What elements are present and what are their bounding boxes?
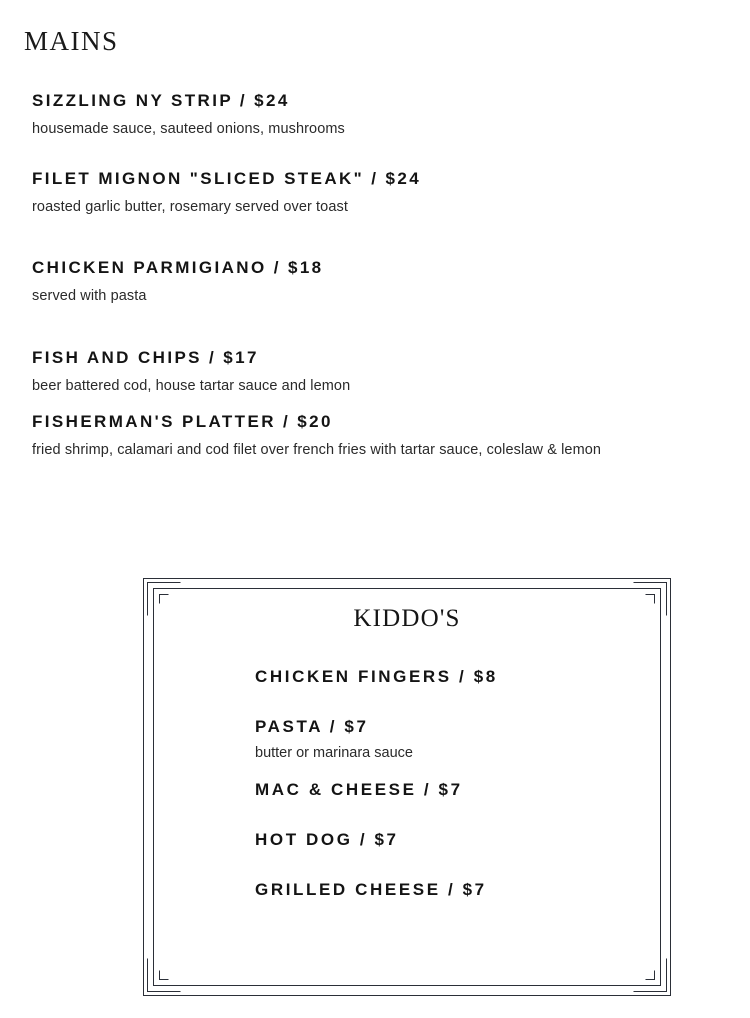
- main-dish-item-name: FISH AND CHIPS / $17: [32, 347, 259, 367]
- kiddos-item: [255, 666, 641, 688]
- kiddos-panel: [143, 578, 671, 996]
- greek-key-corner-icon: [633, 958, 667, 992]
- main-dish-item-name: SIZZLING NY STRIP / $24: [32, 91, 290, 110]
- kiddos-item-name: GRILLED CHEESE / $7: [255, 880, 487, 900]
- kiddos-item-name: MAC & CHEESE / $7: [255, 780, 463, 800]
- main-dish-item-description: fried shrimp, calamari and cod filet over french fries with tartar sauce, coleslaw & lemon: [32, 441, 602, 458]
- mains-list: [32, 90, 722, 460]
- main-dish-item: [32, 411, 722, 461]
- main-dish-item: [32, 347, 722, 397]
- main-dish-item-name: CHICKEN PARMIGIANO / $18: [32, 258, 324, 278]
- page-title: MAINS: [24, 26, 119, 56]
- main-dish-item-name: FISHERMAN'S PLATTER / $20: [32, 411, 333, 431]
- kiddos-list: [255, 666, 641, 901]
- kiddos-title: KIDDO'S: [353, 605, 461, 632]
- kiddos-item: [255, 829, 641, 851]
- main-dish-item-description: roasted garlic butter, rosemary served over toast: [32, 198, 348, 215]
- main-dish-item: [32, 90, 722, 140]
- greek-key-corner-icon: [147, 958, 181, 992]
- kiddos-item-name: PASTA / $7: [255, 717, 369, 737]
- main-dish-item-description: housemade sauce, sauteed onions, mushrooms: [32, 121, 345, 138]
- kiddos-item: [255, 779, 641, 801]
- kiddos-item-name: HOT DOG / $7: [255, 830, 399, 850]
- main-dish-item-description: beer battered cod, house tartar sauce and lemon: [32, 378, 351, 395]
- main-dish-item: [32, 257, 722, 307]
- kiddos-item-description: butter or marinara sauce: [255, 745, 413, 762]
- main-dish-item-name: FILET MIGNON "SLICED STEAK" / $24: [32, 168, 422, 188]
- kiddos-item: [255, 879, 641, 901]
- kiddos-item: [255, 716, 641, 763]
- main-dish-item: [32, 168, 722, 218]
- kiddos-item-name: CHICKEN FINGERS / $8: [255, 667, 498, 686]
- main-dish-item-description: served with pasta: [32, 288, 147, 305]
